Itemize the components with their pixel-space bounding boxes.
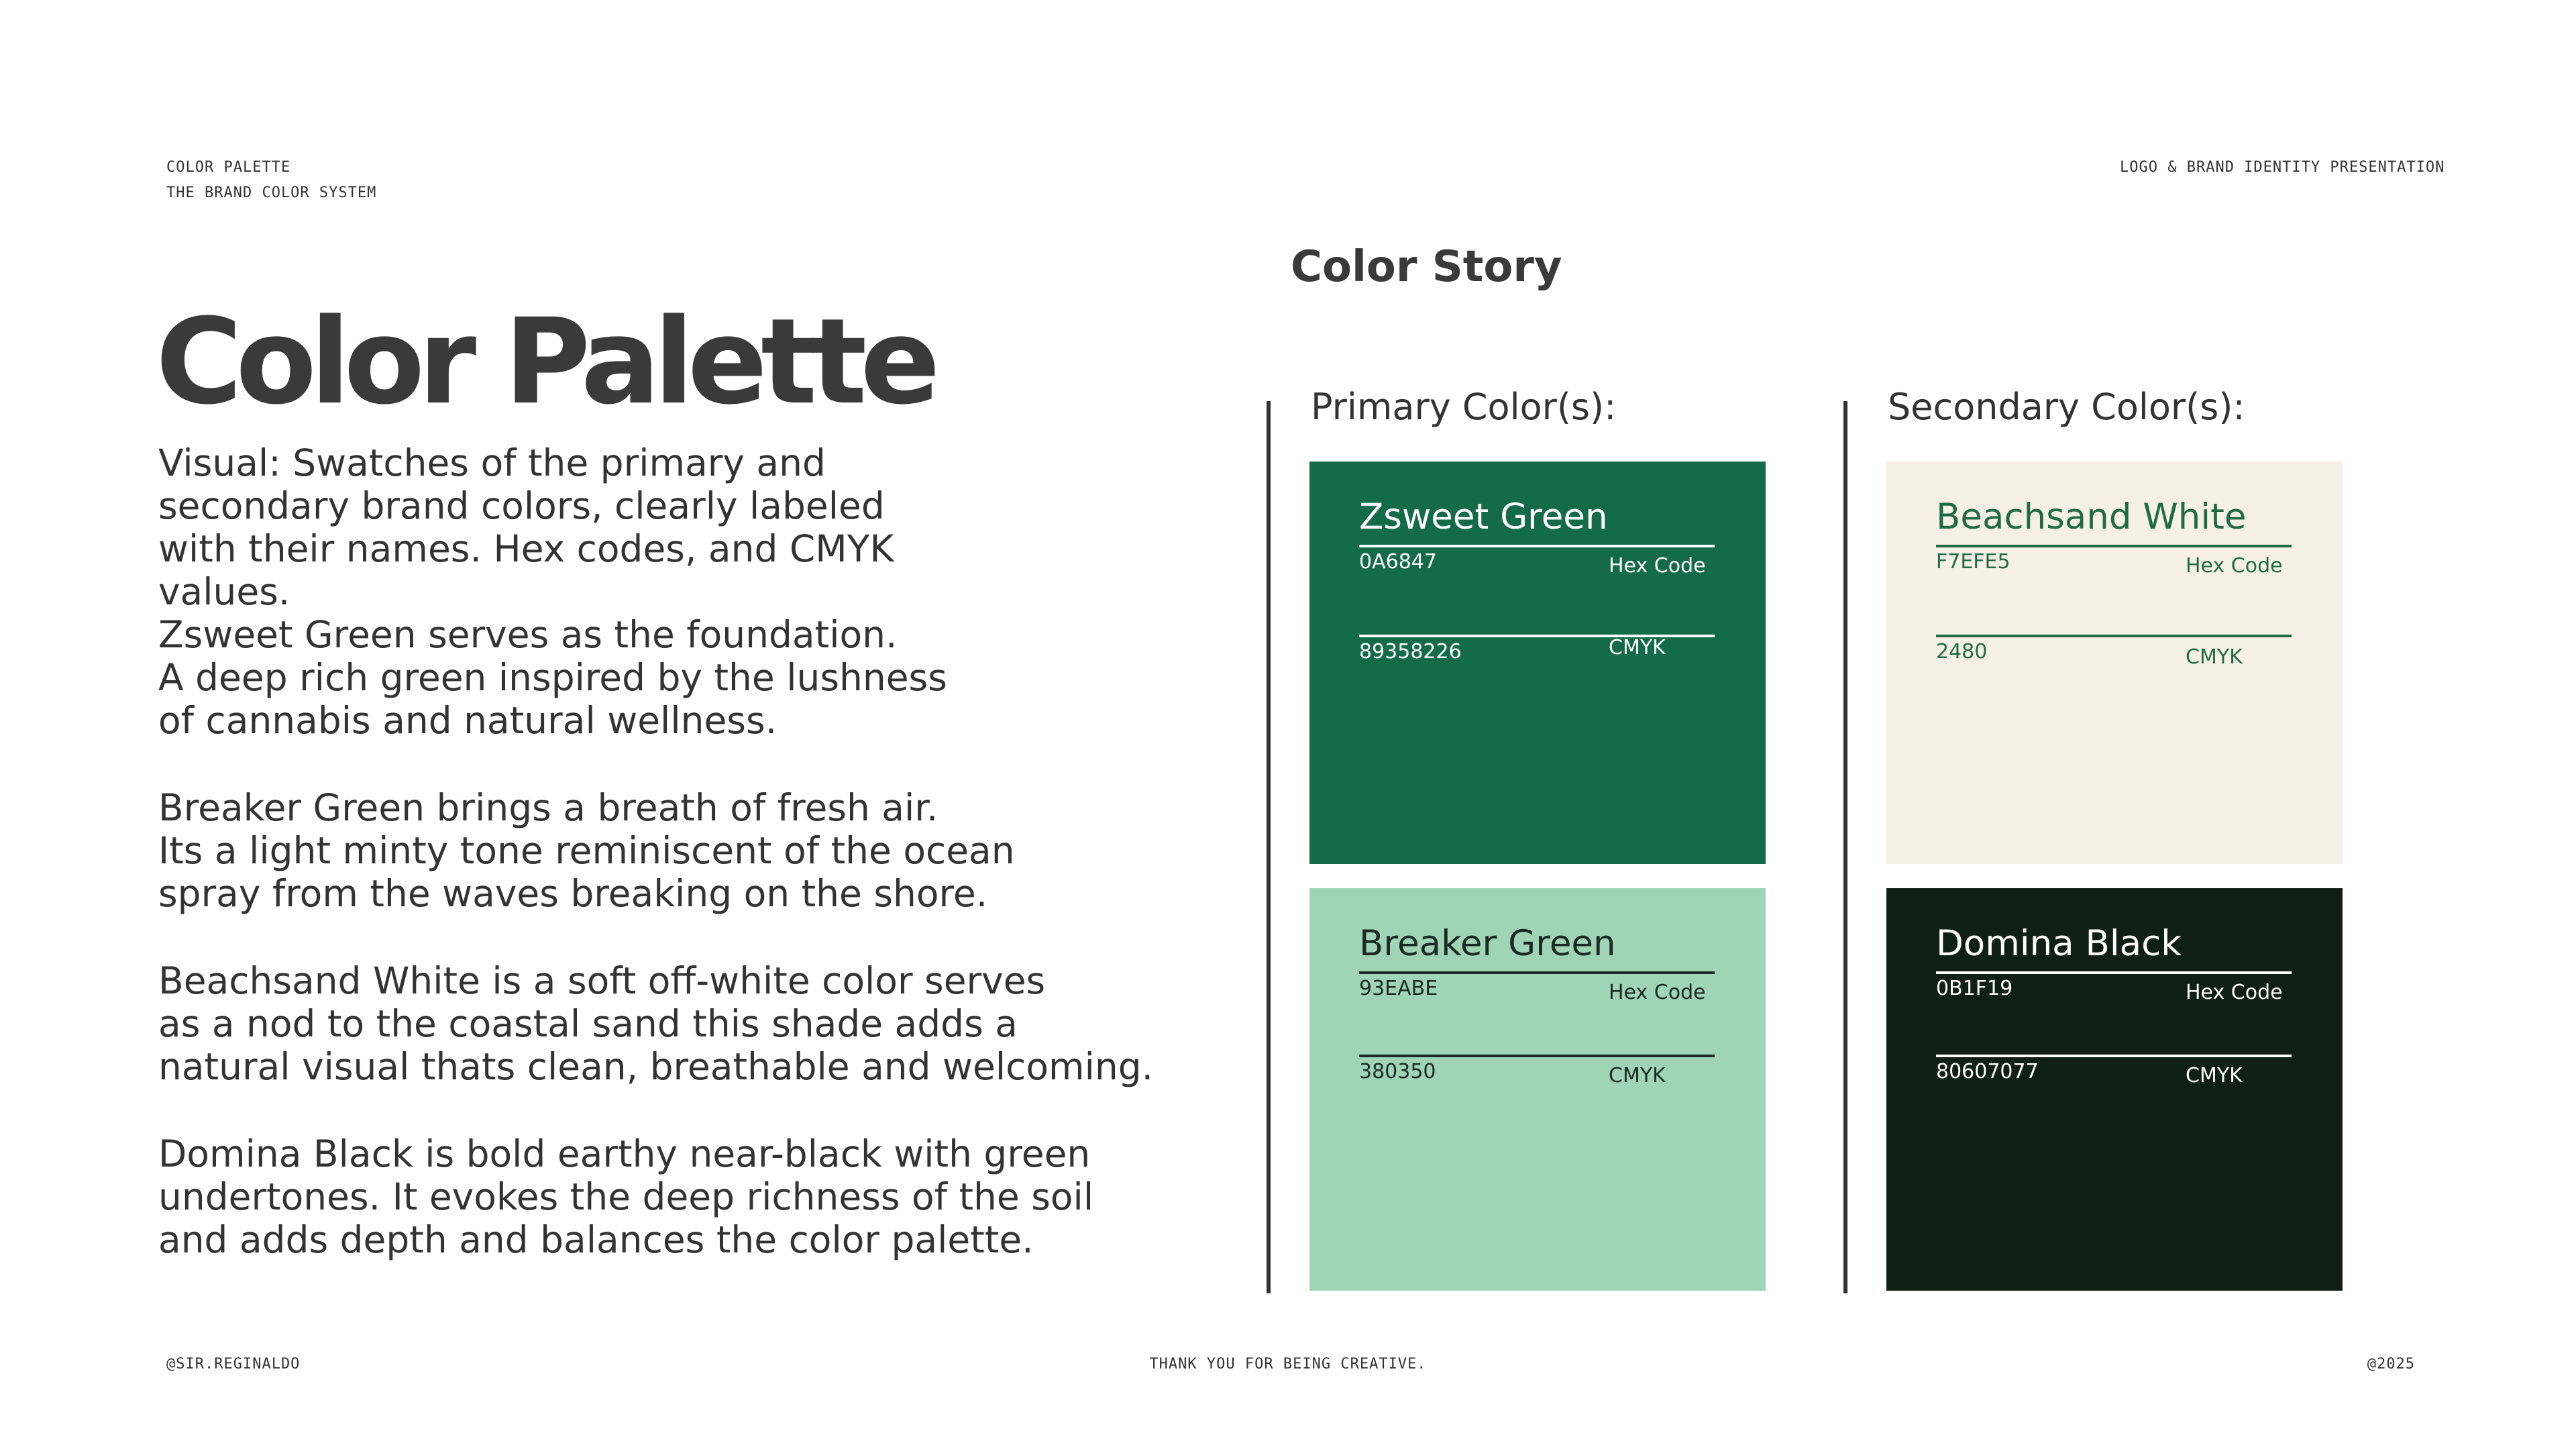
footer-year: @2025 <box>2367 1356 2415 1373</box>
swatch-cmyk-label: CMYK <box>1609 636 1666 659</box>
swatch-cmyk-label: CMYK <box>1609 1064 1666 1087</box>
swatch-hex-label: Hex Code <box>2186 554 2283 578</box>
description-paragraph: Visual: Swatches of the primary and secondary brand colors, clearly labeled with their names. Hex codes, and CMYK values. <box>158 441 894 613</box>
header-presentation-label: LOGO & BRAND IDENTITY PRESENTATION <box>2120 159 2445 176</box>
secondary-colors-label: Secondary Color(s): <box>1888 386 2245 428</box>
swatch-divider <box>1936 545 2292 547</box>
swatch-name: Beachsand White <box>1936 496 2247 537</box>
swatch-zsweet-green <box>1309 462 1766 864</box>
swatch-beachsand-white <box>1886 462 2343 864</box>
swatch-hex-value: 0B1F19 <box>1936 977 2013 1000</box>
swatch-hex-label: Hex Code <box>1609 554 1706 578</box>
swatch-divider <box>1359 1055 1715 1057</box>
swatch-cmyk-label: CMYK <box>2186 1064 2243 1087</box>
header-section-label: COLOR PALETTE <box>166 159 291 176</box>
page-title: Color Palette <box>156 293 934 431</box>
swatch-domina-black <box>1886 888 2343 1291</box>
swatch-breaker-green <box>1309 888 1766 1291</box>
primary-colors-label: Primary Color(s): <box>1311 386 1617 428</box>
swatch-divider <box>1936 635 2292 637</box>
swatch-cmyk-value: 80607077 <box>1936 1060 2039 1083</box>
swatch-cmyk-value: 89358226 <box>1359 640 1462 663</box>
swatch-divider <box>1359 545 1715 547</box>
swatch-cmyk-value: 2480 <box>1936 640 1988 663</box>
description-paragraph: Breaker Green brings a breath of fresh air. Its a light minty tone reminiscent of the ocean spray from the waves breaking on the shore. <box>158 786 1015 915</box>
description-paragraph: Beachsand White is a soft off-white color serves as a nod to the coastal sand this shade adds a natural visual thats clean, breathable and welcoming. <box>158 959 1154 1088</box>
color-story-title: Color Story <box>1291 242 1562 292</box>
swatch-divider <box>1359 971 1715 974</box>
description-paragraph: Domina Black is bold earthy near-black with green undertones. It evokes the deep richness of the soil and adds depth and balances the color palette. <box>158 1132 1094 1261</box>
swatch-hex-value: 93EABE <box>1359 977 1438 1000</box>
swatch-hex-label: Hex Code <box>2186 981 2283 1004</box>
footer-handle: @SIR.REGINALDO <box>166 1356 301 1373</box>
header-subtitle: THE BRAND COLOR SYSTEM <box>166 184 377 201</box>
swatch-divider <box>1936 1055 2292 1057</box>
primary-divider <box>1267 401 1271 1293</box>
description-paragraph: Zsweet Green serves as the foundation. A deep rich green inspired by the lushness of cannabis and natural wellness. <box>158 613 947 742</box>
palette-description <box>158 441 1205 1305</box>
swatch-name: Domina Black <box>1936 923 2182 964</box>
secondary-divider <box>1843 401 1847 1293</box>
footer-tagline: THANK YOU FOR BEING CREATIVE. <box>1149 1356 1427 1373</box>
swatch-name: Breaker Green <box>1359 923 1616 964</box>
swatch-cmyk-label: CMYK <box>2186 645 2243 669</box>
swatch-name: Zsweet Green <box>1359 496 1608 537</box>
swatch-divider <box>1936 971 2292 974</box>
swatch-cmyk-value: 380350 <box>1359 1060 1436 1083</box>
swatch-hex-label: Hex Code <box>1609 981 1706 1004</box>
swatch-hex-value: 0A6847 <box>1359 550 1437 574</box>
swatch-hex-value: F7EFE5 <box>1936 550 2010 574</box>
